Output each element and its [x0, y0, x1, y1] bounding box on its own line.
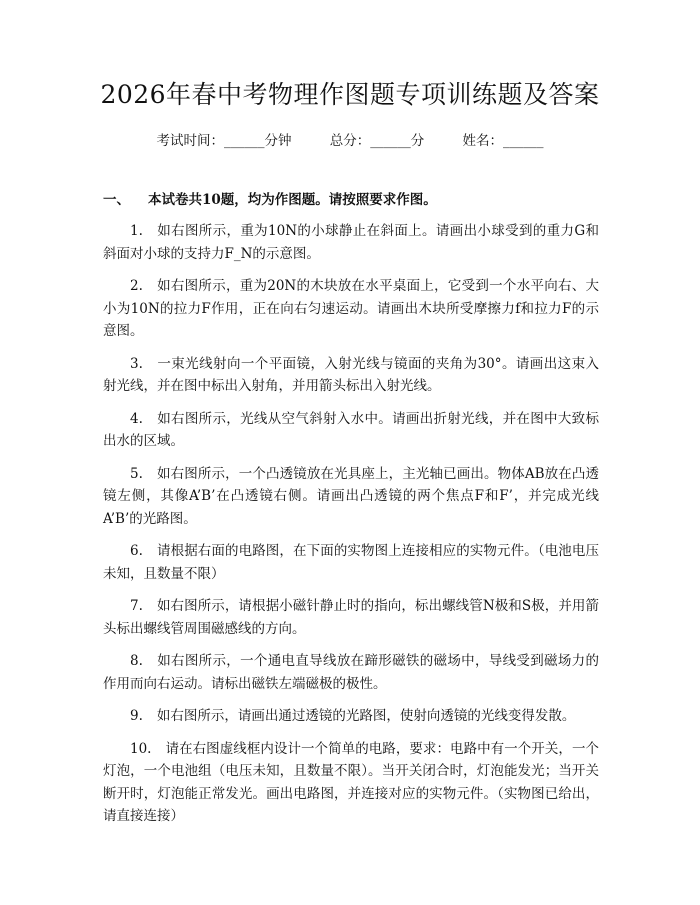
question-text: 如右图所示，一个凸透镜放在光具座上，主光轴已画出。物体AB放在凸透镜左侧，其像A’B’在凸透镜右侧。请画出凸透镜的两个焦点F和F’，并完成光线A’B’的光路图。: [103, 465, 599, 527]
question-text: 如右图所示，重为10N的小球静止在斜面上。请画出小球受到的重力G和斜面对小球的支持力F_N的示意图。: [103, 223, 599, 262]
time-unit: 分钟: [264, 133, 292, 149]
question-8: [103, 650, 599, 695]
section-text: 本试卷共10题，均为作图题。请按照要求作图。: [148, 192, 437, 208]
question-9: [103, 705, 599, 728]
question-5: [103, 463, 599, 531]
question-10: [103, 738, 599, 828]
score-blank: ______: [370, 133, 411, 149]
question-7: [103, 595, 599, 640]
question-number: 5.: [130, 465, 143, 482]
time-field: [156, 133, 291, 149]
question-1: [103, 220, 599, 265]
section-number: 一、: [103, 192, 130, 208]
name-label: 姓名：: [462, 133, 504, 149]
time-label: 考试时间：: [156, 133, 224, 149]
exam-meta: [0, 131, 700, 151]
question-number: 3.: [130, 355, 143, 372]
name-blank: ______: [503, 133, 544, 149]
question-text: 请根据右面的电路图，在下面的实物图上连接相应的实物元件。（电池电压未知，且数量不限）: [103, 543, 599, 582]
question-number: 7.: [130, 598, 143, 614]
question-text: 如右图所示，请根据小磁针静止时的指向，标出螺线管N极和S极，并用箭头标出螺线管周围磁感线的方向。: [103, 598, 599, 637]
question-text: 如右图所示，重为20N的木块放在水平桌面上，它受到一个水平向右、大小为10N的拉力F作用，正在向右匀速运动。请画出木块所受摩擦力f和拉力F的示意图。: [103, 278, 599, 339]
question-number: 2.: [130, 278, 143, 294]
time-blank: ______: [223, 133, 265, 149]
question-text: 如右图所示，一个通电直导线放在蹄形磁铁的磁场中，导线受到磁场力的作用而向右运动。请标出磁铁左端磁极的极性。: [103, 653, 599, 692]
question-text: 如右图所示，请画出通过透镜的光路图，使射向透镜的光线变得发散。: [156, 708, 576, 724]
question-list: [103, 220, 599, 838]
question-number: 6.: [130, 543, 143, 559]
question-text: 请在右图虚线框内设计一个简单的电路，要求：电路中有一个开关，一个灯泡，一个电池组（电压未知，且数量不限）。当开关闭合时，灯泡能发光；当开关断开时，灯泡能正常发光。画出电路图，并连接对应的实物元件。（实物图已给出，请直接连接）: [103, 740, 599, 824]
question-4: [103, 408, 599, 453]
section-heading: [103, 190, 437, 210]
question-3: [103, 353, 599, 398]
question-number: 9.: [130, 708, 143, 724]
question-number: 4.: [130, 410, 143, 427]
score-unit: 分: [410, 133, 425, 149]
question-text: 如右图所示，光线从空气斜射入水中。请画出折射光线，并在图中大致标出水的区域。: [103, 410, 599, 449]
question-number: 10.: [130, 740, 152, 757]
question-number: 8.: [130, 653, 143, 669]
question-2: [103, 275, 599, 343]
page-title: 2026年春中考物理作图题专项训练题及答案: [100, 80, 600, 109]
question-text: 一束光线射向一个平面镜，入射光线与镜面的夹角为30°。请画出这束入射光线，并在图中标出入射角，并用箭头标出入射光线。: [103, 355, 599, 394]
name-field: [463, 133, 544, 149]
score-field: [330, 133, 425, 149]
question-number: 1.: [130, 223, 143, 239]
score-label: 总分：: [329, 133, 371, 149]
question-6: [103, 540, 599, 585]
